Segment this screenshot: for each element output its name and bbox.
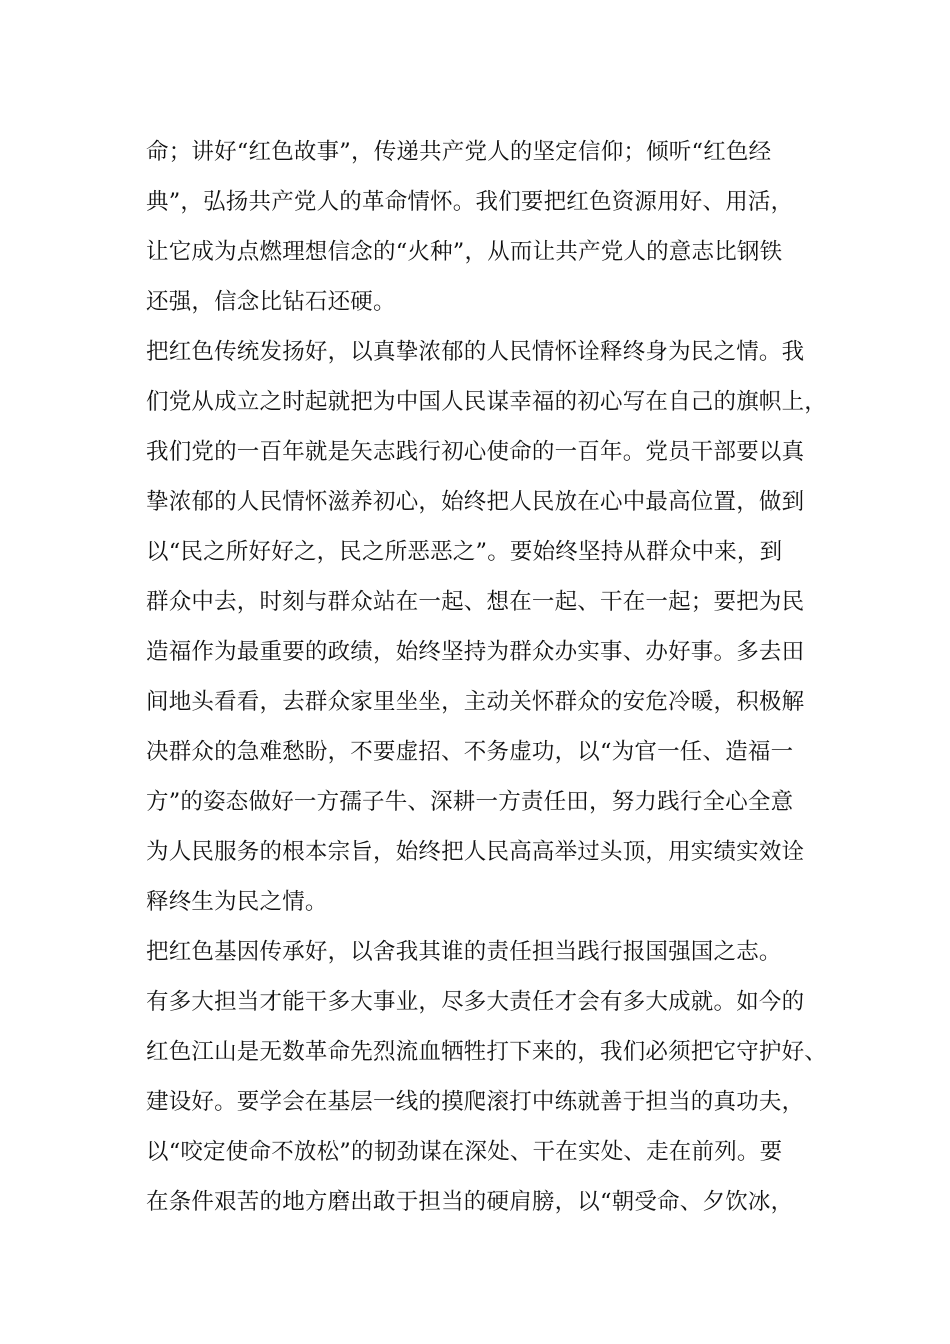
text-line: 有多大担当才能干多大事业，尽多大责任才会有多大成就。如今的 xyxy=(146,989,805,1015)
text-line: 把红色基因传承好，以舍我其谁的责任担当践行报国强国之志。 xyxy=(146,939,782,965)
text-line: 红色江山是无数革命先烈流血牺牲打下来的，我们必须把它守护好、 xyxy=(146,1039,828,1065)
text-line: 以“咬定使命不放松”的韧劲谋在深处、干在实处、走在前列。要 xyxy=(146,1139,783,1165)
text-line: 在条件艰苦的地方磨出敢于担当的硬肩膀，以“朝受命、夕饮冰， xyxy=(146,1189,794,1215)
text-line: 造福作为最重要的政绩，始终坚持为群众办实事、办好事。多去田 xyxy=(146,639,805,665)
text-line: 命；讲好“红色故事”，传递共产党人的坚定信仰；倾听“红色经 xyxy=(146,139,772,165)
text-line: 释终生为民之情。 xyxy=(146,889,328,915)
text-line: 建设好。要学会在基层一线的摸爬滚打中练就善于担当的真功夫， xyxy=(146,1089,805,1115)
text-line: 把红色传统发扬好，以真挚浓郁的人民情怀诠释终身为民之情。我 xyxy=(146,339,805,365)
text-line: 群众中去，时刻与群众站在一起、想在一起、干在一起；要把为民 xyxy=(146,589,805,615)
text-line: 决群众的急难愁盼，不要虚招、不务虚功，以“为官一任、造福一 xyxy=(146,739,794,765)
text-line: 典”，弘扬共产党人的革命情怀。我们要把红色资源用好、用活， xyxy=(146,189,794,215)
text-line: 以“民之所好好之，民之所恶恶之”。要始终坚持从群众中来，到 xyxy=(146,539,783,565)
text-line: 还强，信念比钻石还硬。 xyxy=(146,289,396,315)
text-line: 挚浓郁的人民情怀滋养初心，始终把人民放在心中最高位置，做到 xyxy=(146,489,805,515)
text-line: 为人民服务的根本宗旨，始终把人民高高举过头顶，用实绩实效诠 xyxy=(146,839,805,865)
text-line: 们党从成立之时起就把为中国人民谋幸福的初心写在自己的旗帜上， xyxy=(146,389,828,415)
text-line: 让它成为点燃理想信念的“火种”，从而让共产党人的意志比钢铁 xyxy=(146,239,783,265)
text-line: 间地头看看，去群众家里坐坐，主动关怀群众的安危冷暖，积极解 xyxy=(146,689,805,715)
text-line: 方”的姿态做好一方孺子牛、深耕一方责任田，努力践行全心全意 xyxy=(146,789,794,815)
text-line: 我们党的一百年就是矢志践行初心使命的一百年。党员干部要以真 xyxy=(146,439,805,465)
